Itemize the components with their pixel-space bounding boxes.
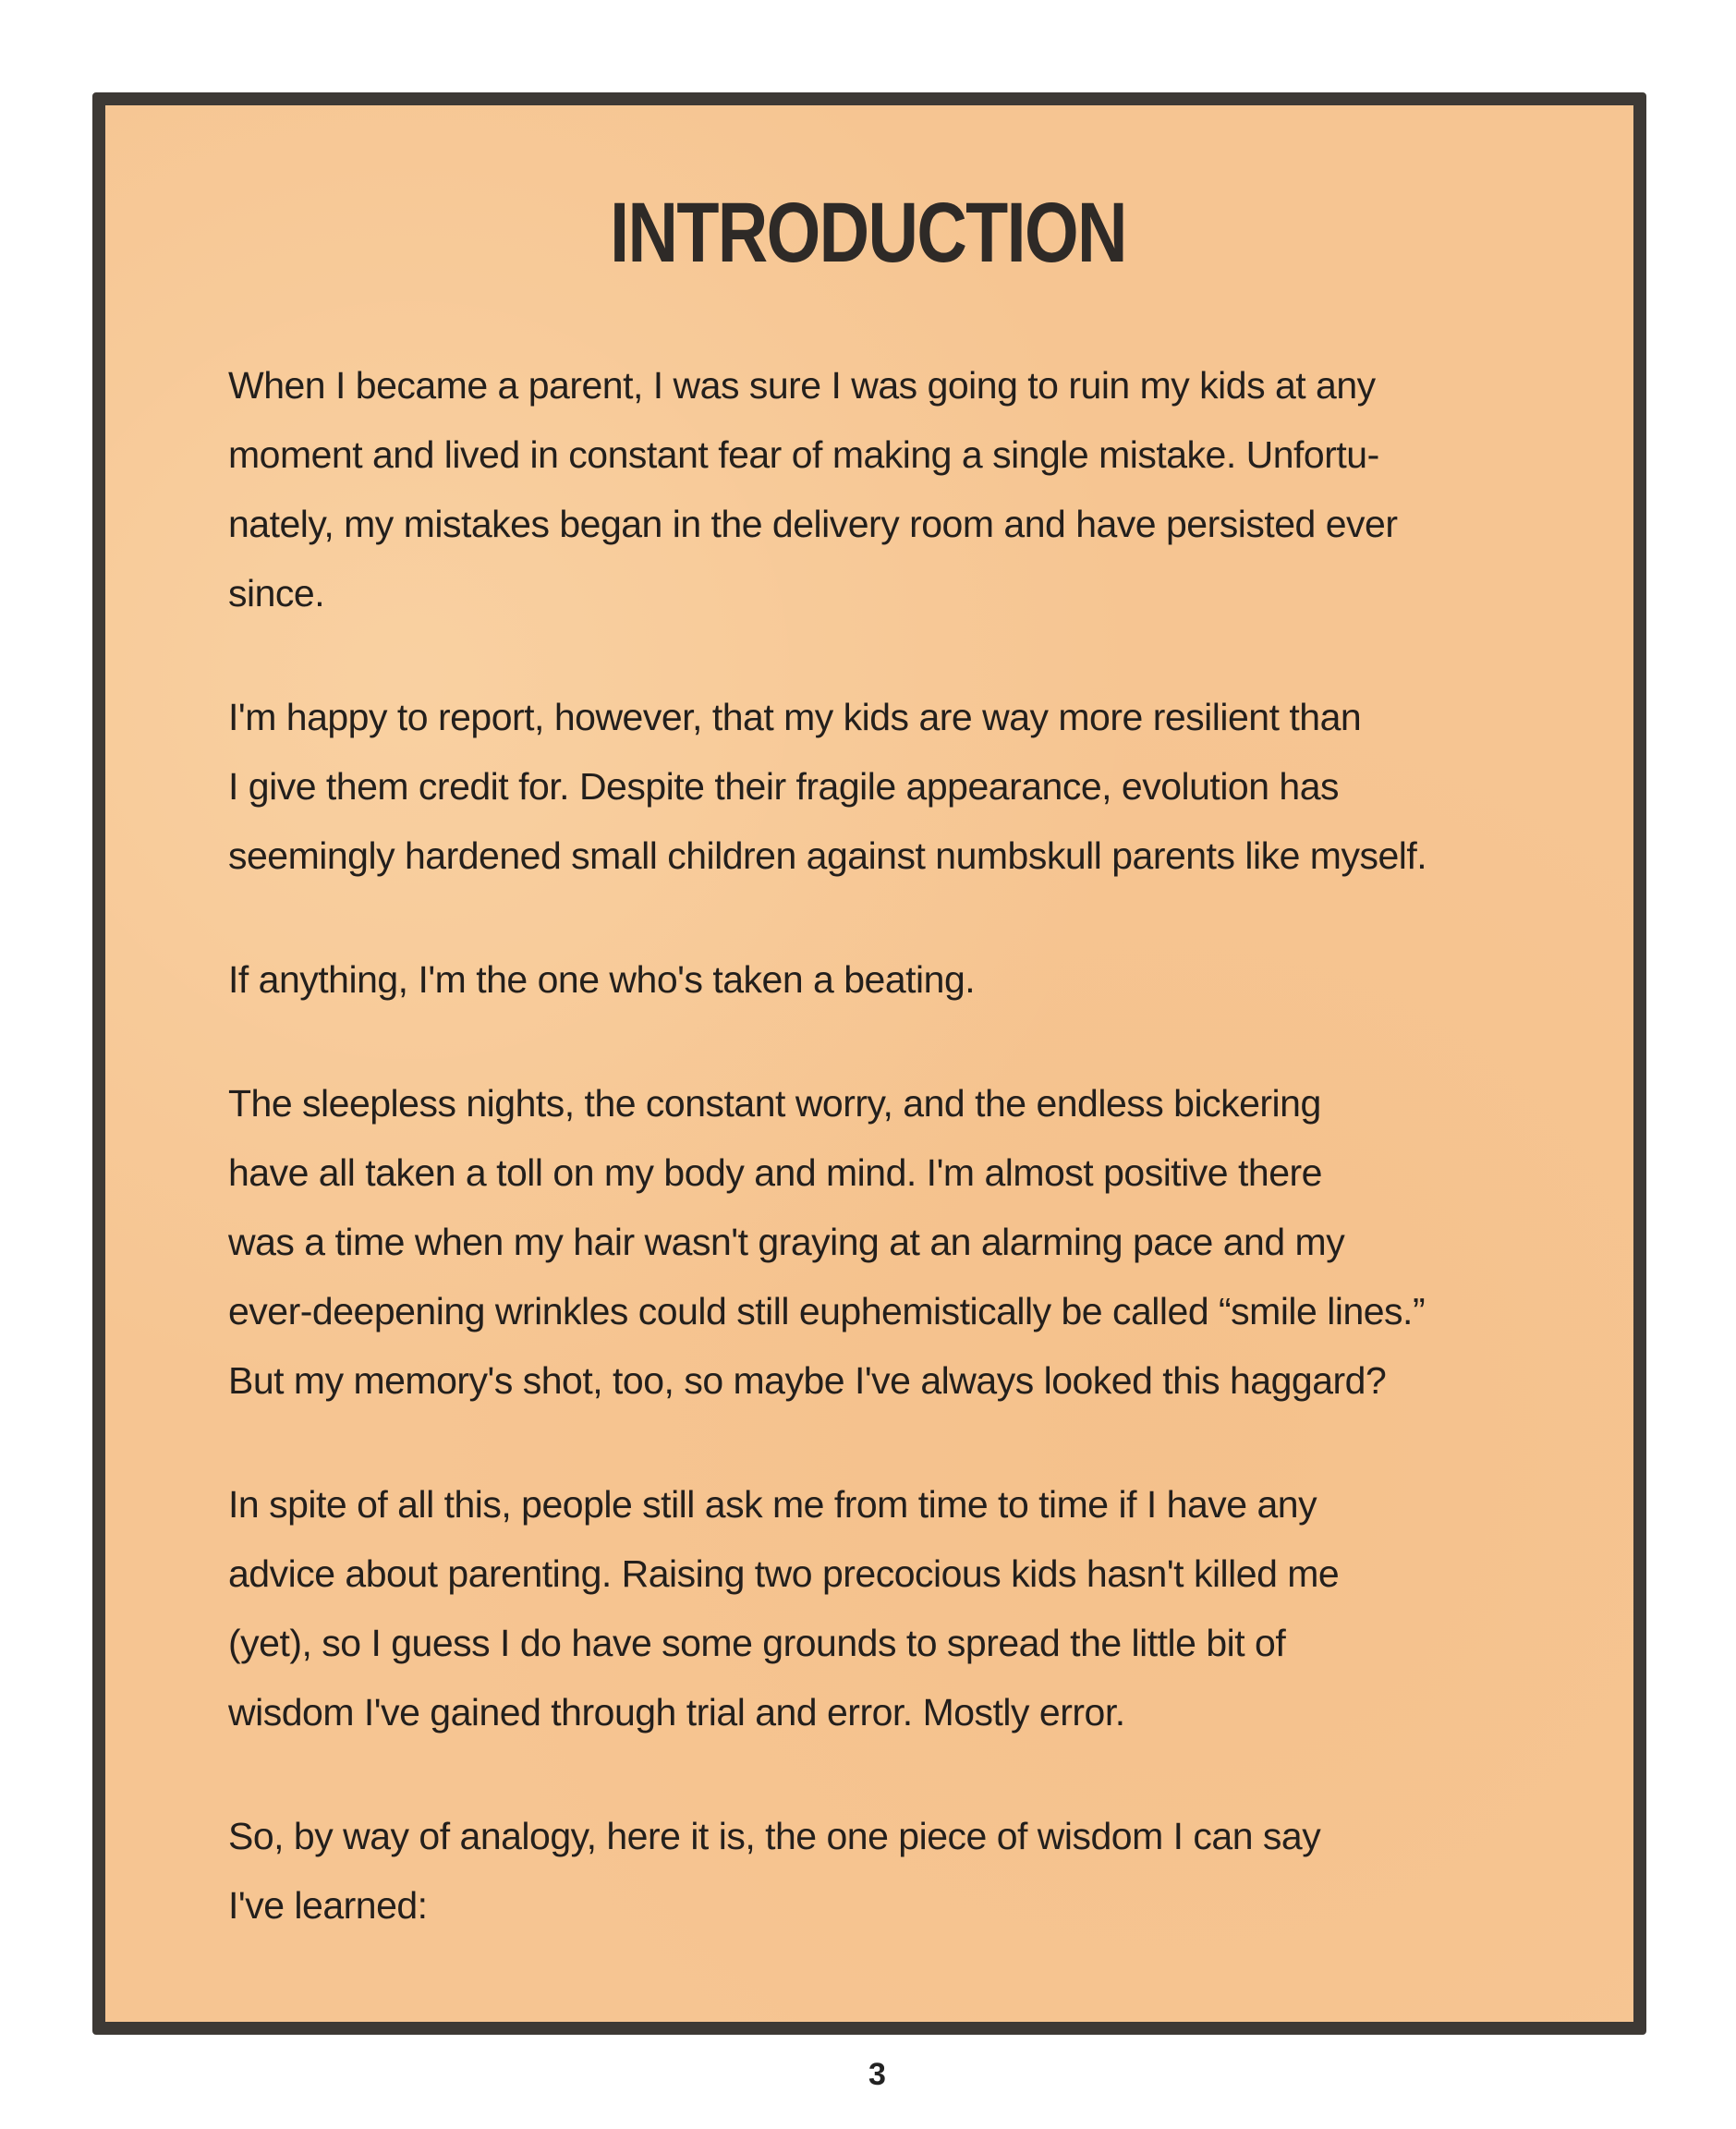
text-line: I've learned: (228, 1884, 428, 1927)
text-line: (yet), so I guess I do have some grounds to spread the little bit of (228, 1622, 1286, 1664)
text-line: moment and lived in constant fear of making a single mistake. Unfortu- (228, 433, 1379, 476)
text-line: The sleepless nights, the constant worry, and the endless bickering (228, 1082, 1321, 1125)
text-line: seemingly hardened small children against numbskull parents like myself. (228, 834, 1427, 877)
text-line: wisdom I've gained through trial and error. Mostly error. (228, 1691, 1125, 1734)
text-line: have all taken a toll on my body and mind. I'm almost positive there (228, 1151, 1322, 1194)
text-line: advice about parenting. Raising two precocious kids hasn't killed me (228, 1552, 1340, 1595)
text-line: since. (228, 572, 325, 614)
text-line: In spite of all this, people still ask me from time to time if I have any (228, 1483, 1317, 1526)
text-line: was a time when my hair wasn't graying at an alarming pace and my (228, 1221, 1345, 1263)
paragraph (228, 1470, 1426, 1747)
paragraph (228, 945, 1426, 1015)
text-line: But my memory's shot, too, so maybe I've always looked this haggard? (228, 1359, 1387, 1402)
text-line: So, by way of analogy, here it is, the one piece of wisdom I can say (228, 1815, 1321, 1857)
text-line: I give them credit for. Despite their fragile appearance, evolution has (228, 765, 1340, 808)
paragraph (228, 683, 1426, 891)
paragraph (228, 351, 1426, 628)
paragraph (228, 1069, 1426, 1416)
text-line: ever-deepening wrinkles could still euphemistically be called “smile lines.” (228, 1290, 1426, 1332)
page-title: INTRODUCTION (610, 186, 1126, 280)
text-line: When I became a parent, I was sure I was going to ruin my kids at any (228, 364, 1376, 407)
paragraph (228, 1802, 1426, 1940)
text-line: If anything, I'm the one who's taken a beating. (228, 958, 976, 1001)
text-line: I'm happy to report, however, that my kids are way more resilient than (228, 696, 1362, 738)
text-line: nately, my mistakes began in the delivery room and have persisted ever (228, 503, 1398, 545)
body-text (228, 351, 1426, 1995)
page-number: 3 (868, 2057, 886, 2092)
